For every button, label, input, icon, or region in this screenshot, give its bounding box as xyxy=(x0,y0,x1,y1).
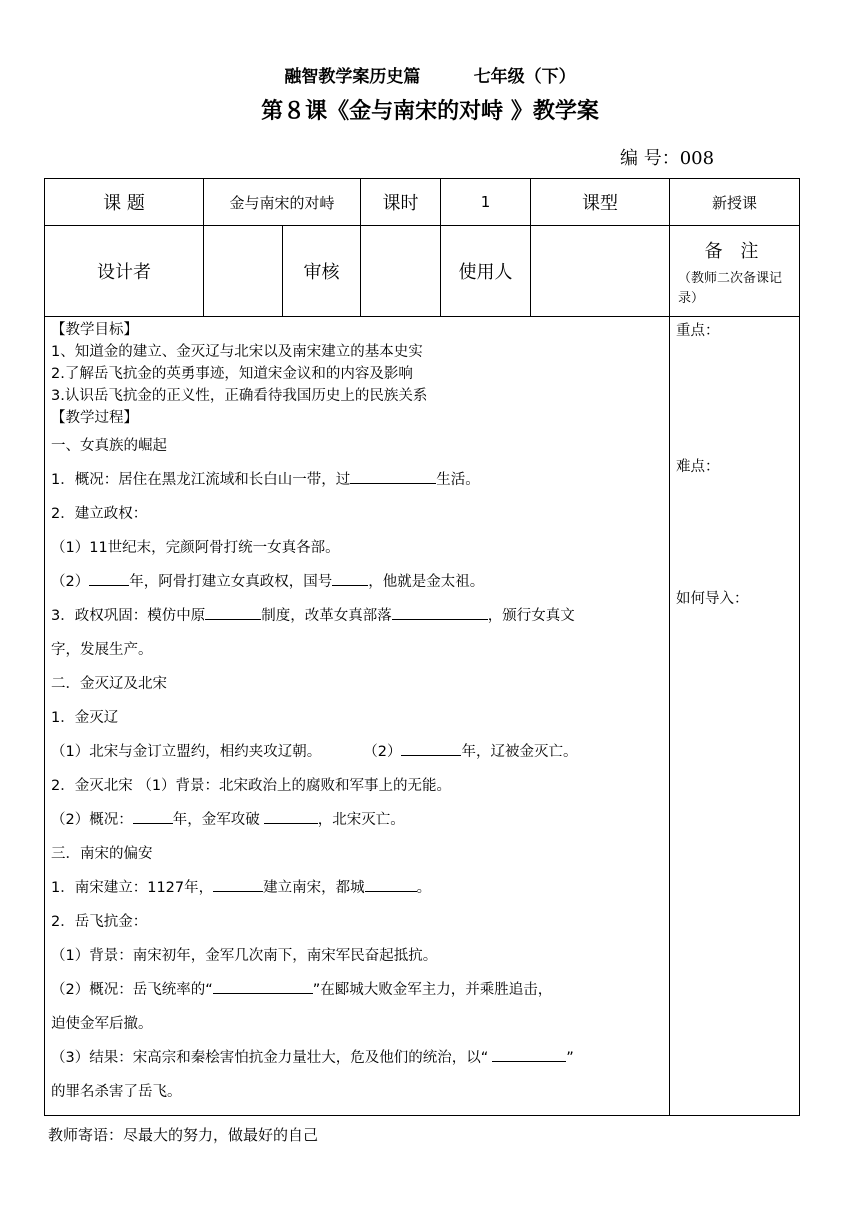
text: 制度，改革女真部落 xyxy=(261,608,392,624)
type-label: 课型 xyxy=(531,179,670,226)
reviewer-label: 审核 xyxy=(283,226,361,317)
table-row xyxy=(45,179,800,226)
section-3-item-2-3 xyxy=(51,1041,663,1075)
section-2-item-1: 1．金灭辽 xyxy=(51,710,119,726)
table-row xyxy=(45,226,800,317)
text: （1）北宋与金订立盟约，相约夹攻辽朝。 xyxy=(51,744,322,760)
text: （2）概况：岳飞统率的“ xyxy=(51,982,213,998)
fill-blank xyxy=(89,571,129,586)
hours-value: 1 xyxy=(441,179,531,226)
fill-blank xyxy=(264,809,318,824)
section-3-item-2-2 xyxy=(51,973,663,1007)
key-points-label: 重点： xyxy=(676,323,720,339)
fill-blank xyxy=(133,809,173,824)
goals-title: 【教学目标】 xyxy=(51,322,138,338)
reviewer-value xyxy=(361,226,441,317)
text: ”在郾城大败金军主力，并乘胜追击， xyxy=(312,982,553,998)
series-name: 融智教学案历史篇 xyxy=(284,67,421,87)
section-2-item-1-detail xyxy=(51,735,663,769)
remarks-subtitle: （教师二次备课记录） xyxy=(678,271,783,306)
document-number xyxy=(620,144,714,170)
designer-value xyxy=(204,226,283,317)
fill-blank xyxy=(332,571,368,586)
number-value: 008 xyxy=(679,148,715,169)
grade: 七年级（下） xyxy=(473,67,576,87)
goal-2: 2.了解岳飞抗金的英勇事迹，知道宋金议和的内容及影响 xyxy=(51,366,413,382)
text: 1．概况：居住在黑龙江流域和长白山一带，过 xyxy=(51,472,351,488)
section-1-item-2: 2．建立政权： xyxy=(51,506,148,522)
number-label: 编 号： xyxy=(620,148,680,169)
section-3-item-2-1: （1）背景：南宋初年，金军几次南下，南宋军民奋起抵抗。 xyxy=(51,948,438,964)
text: （3）结果：宋高宗和秦桧害怕抗金力量壮大，危及他们的统治，以“ xyxy=(51,1050,489,1066)
teacher-words: 教师寄语：尽最大的努力，做最好的自己 xyxy=(48,1126,319,1144)
section-1-item-3-cont: 字，发展生产。 xyxy=(51,642,153,658)
section-2-item-2-2 xyxy=(51,803,663,837)
text: （2） xyxy=(363,744,402,760)
text: 生活。 xyxy=(436,472,480,488)
section-1-item-2-1: （1）11世纪末，完颜阿骨打统一女真各部。 xyxy=(51,540,340,556)
lesson-plan-table xyxy=(44,178,800,1116)
text: 3．政权巩固：模仿中原 xyxy=(51,608,206,624)
text: 年，阿骨打建立女真政权，国号 xyxy=(129,574,333,590)
fill-blank xyxy=(213,877,263,892)
topic-value: 金与南宋的对峙 xyxy=(204,179,361,226)
text: 年，辽被金灭亡。 xyxy=(461,744,578,760)
section-1-item-2-2 xyxy=(51,565,663,599)
type-value: 新授课 xyxy=(670,179,800,226)
teaching-content xyxy=(45,317,670,1116)
fill-blank xyxy=(401,741,461,756)
notes-column xyxy=(670,317,800,1116)
section-3-item-2-2-cont: 迫使金军后撤。 xyxy=(51,1016,153,1032)
text: 年，金军攻破 xyxy=(172,812,260,828)
section-2-item-2: 2．金灭北宋 （1）背景：北宋政治上的腐败和军事上的无能。 xyxy=(51,778,452,794)
section-3-item-2-3-cont: 的罪名杀害了岳飞。 xyxy=(51,1084,182,1100)
fill-blank xyxy=(213,979,313,994)
fill-blank xyxy=(205,605,261,620)
section-1-item-3 xyxy=(51,599,663,633)
user-label: 使用人 xyxy=(441,226,531,317)
difficult-points-label: 难点： xyxy=(676,459,720,475)
text: ，北宋灭亡。 xyxy=(317,812,405,828)
table-row xyxy=(45,317,800,1116)
section-2-title: 二．金灭辽及北宋 xyxy=(51,676,167,692)
section-3-item-1 xyxy=(51,871,663,905)
header-series xyxy=(0,62,860,87)
introduction-label: 如何导入： xyxy=(676,591,749,607)
goal-3: 3.认识岳飞抗金的正义性，正确看待我国历史上的民族关系 xyxy=(51,388,428,404)
text: （2） xyxy=(51,574,90,590)
text: 建立南宋，都城 xyxy=(263,880,365,896)
section-1-title: 一、女真族的崛起 xyxy=(51,438,167,454)
topic-label: 课 题 xyxy=(45,179,204,226)
text: ” xyxy=(566,1050,574,1066)
remarks-title: 备 注 xyxy=(704,241,765,262)
designer-label: 设计者 xyxy=(45,226,204,317)
text: ，他就是金太祖。 xyxy=(368,574,485,590)
fill-blank xyxy=(365,877,417,892)
goal-1: 1、知道金的建立、金灭辽与北宋以及南宋建立的基本史实 xyxy=(51,344,423,360)
section-3-item-2: 2．岳飞抗金： xyxy=(51,914,148,930)
process-title: 【教学过程】 xyxy=(51,410,138,426)
text: ，颁行女真文 xyxy=(487,608,575,624)
fill-blank xyxy=(350,469,436,484)
text: 1．南宋建立：1127年， xyxy=(51,880,214,896)
user-value xyxy=(531,226,670,317)
section-3-title: 三．南宋的偏安 xyxy=(51,846,153,862)
remarks-cell xyxy=(670,226,800,317)
page-title: 第８课《金与南宋的对峙 》教学案 xyxy=(261,98,599,124)
fill-blank xyxy=(492,1047,566,1062)
section-1-item-1 xyxy=(51,463,663,497)
hours-label: 课时 xyxy=(361,179,441,226)
text: （2）概况： xyxy=(51,812,133,828)
text: 。 xyxy=(416,880,432,896)
fill-blank xyxy=(392,605,488,620)
